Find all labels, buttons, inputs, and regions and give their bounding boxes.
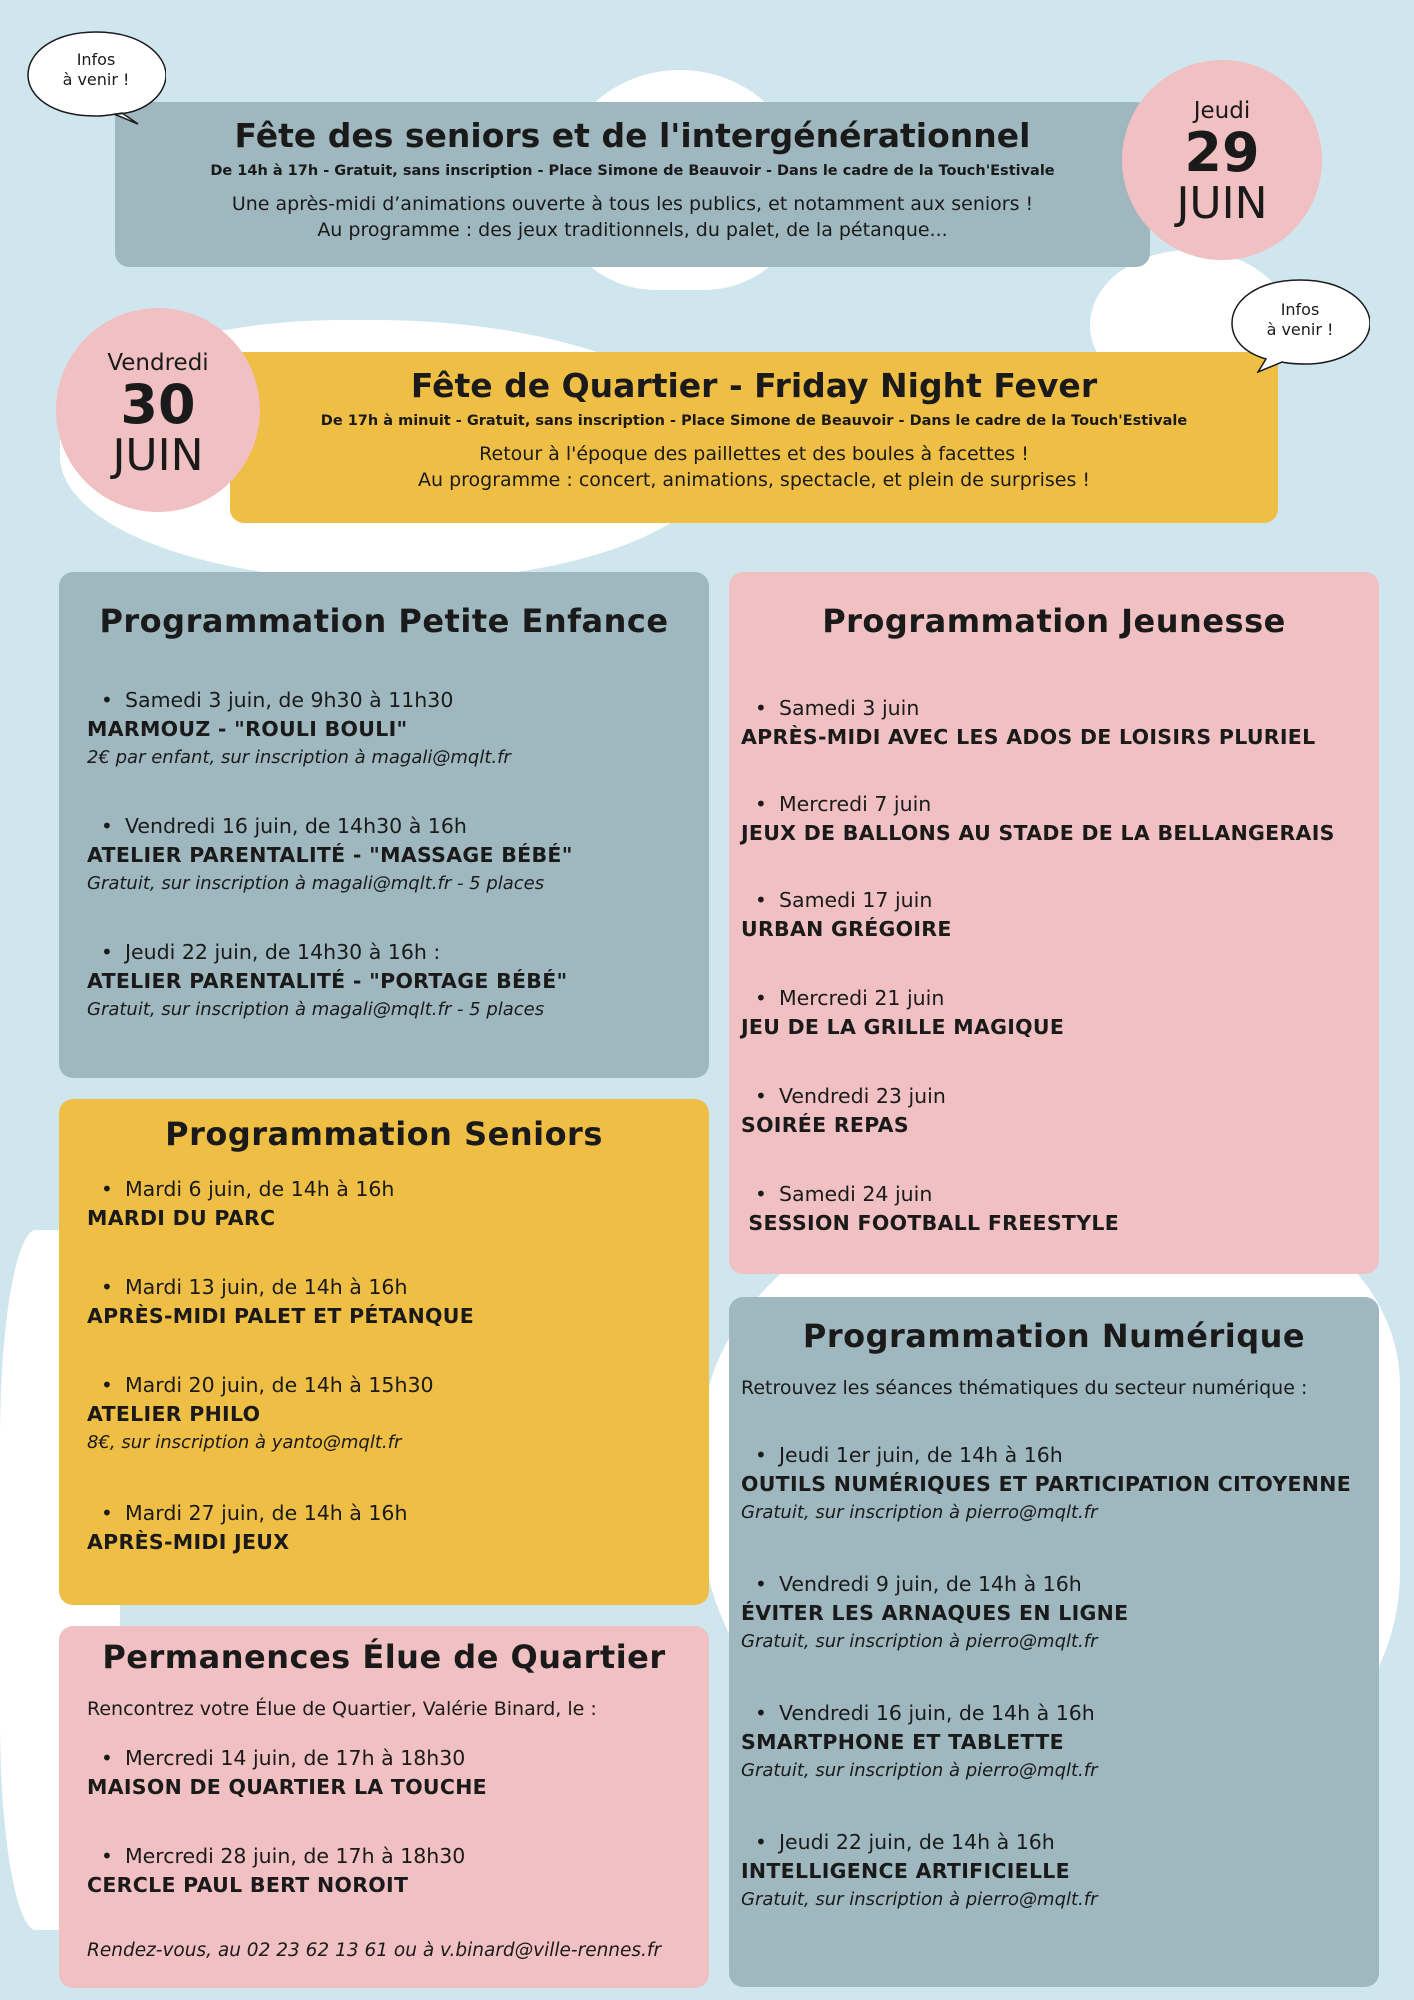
list-item: [741, 886, 1359, 944]
list-item: [741, 984, 1359, 1042]
item-info: Gratuit, sur inscription à pierro@mqlt.fr: [741, 1631, 1098, 1652]
event-title: Fête des seniors et de l'intergénérationnel: [234, 116, 1031, 155]
item-name: URBAN GRÉGOIRE: [741, 917, 952, 941]
event-fete-quartier-card: [230, 352, 1278, 523]
list-item: [741, 1570, 1359, 1656]
event-title: Fête de Quartier - Friday Night Fever: [410, 366, 1098, 405]
item-name: MARDI DU PARC: [87, 1206, 276, 1230]
item-name: SESSION FOOTBALL FREESTYLE: [741, 1211, 1120, 1235]
item-name: JEUX DE BALLONS AU STADE DE LA BELLANGERAIS: [741, 821, 1335, 845]
list-item: [87, 1744, 689, 1802]
seniors-card: [59, 1099, 709, 1605]
section-title: Programmation Seniors: [165, 1115, 603, 1153]
list-item: [87, 1371, 689, 1457]
item-name: APRÈS-MIDI JEUX: [87, 1530, 290, 1554]
item-info: Gratuit, sur inscription à pierro@mqlt.fr: [741, 1760, 1098, 1781]
item-date: • Mardi 27 juin, de 14h à 16h: [87, 1499, 689, 1527]
item-date: • Mardi 13 juin, de 14h à 16h: [87, 1273, 689, 1301]
date-day: Jeudi: [1193, 98, 1251, 124]
list-item: [741, 1082, 1359, 1140]
item-date: • Jeudi 22 juin, de 14h30 à 16h :: [87, 938, 689, 966]
item-date: • Jeudi 22 juin, de 14h à 16h: [741, 1828, 1359, 1856]
item-name: ATELIER PARENTALITÉ - "MASSAGE BÉBÉ": [87, 843, 573, 867]
item-date: • Mercredi 21 juin: [741, 984, 1359, 1012]
item-info: Gratuit, sur inscription à pierro@mqlt.fr: [741, 1889, 1098, 1910]
item-date: • Mercredi 14 juin, de 17h à 18h30: [87, 1744, 689, 1772]
section-title: Programmation Numérique: [802, 1317, 1306, 1355]
item-name: MARMOUZ - "ROULI BOULI": [87, 717, 408, 741]
list-item: [741, 790, 1359, 848]
contact-note: Rendez-vous, au 02 23 62 13 61 ou à v.binard@ville-rennes.fr: [87, 1940, 662, 1961]
list-item: [741, 1699, 1359, 1785]
date-number: 29: [1184, 121, 1260, 184]
item-info: 8€, sur inscription à yanto@mqlt.fr: [87, 1432, 402, 1453]
bubble-line: Infos: [1280, 300, 1320, 319]
item-date: • Samedi 24 juin: [741, 1180, 1359, 1208]
list-item: [87, 1175, 689, 1233]
item-date: • Jeudi 1er juin, de 14h à 16h: [741, 1441, 1369, 1469]
item-name: ATELIER PHILO: [87, 1402, 261, 1426]
event-subtitle: De 14h à 17h - Gratuit, sans inscription - Place Simone de Beauvoir - Dans le cadre de la Touch'Estivale: [210, 163, 1055, 179]
item-name: APRÈS-MIDI AVEC LES ADOS DE LOISIRS PLURIEL: [741, 725, 1316, 749]
bubble-line: Infos: [76, 50, 116, 69]
item-name: CERCLE PAUL BERT NOROIT: [87, 1873, 409, 1897]
item-name: JEU DE LA GRILLE MAGIQUE: [741, 1015, 1065, 1039]
section-intro: Rencontrez votre Élue de Quartier, Valérie Binard, le :: [87, 1698, 597, 1720]
item-date: • Samedi 3 juin, de 9h30 à 11h30: [87, 686, 689, 714]
item-date: • Vendredi 9 juin, de 14h à 16h: [741, 1570, 1359, 1598]
section-intro: Retrouvez les séances thématiques du secteur numérique :: [741, 1377, 1308, 1399]
list-item: [741, 1180, 1359, 1238]
section-title: Programmation Petite Enfance: [99, 602, 669, 640]
item-name: OUTILS NUMÉRIQUES ET PARTICIPATION CITOYENNE: [741, 1472, 1351, 1496]
petite-enfance-card: [59, 572, 709, 1078]
item-date: • Mercredi 28 juin, de 17h à 18h30: [87, 1842, 689, 1870]
event-description: Une après-midi d’animations ouverte à tous les publics, et notamment aux seniors ! Au programme : des jeux traditionnels, du palet, de la pétanque...: [231, 193, 1034, 241]
item-date: • Mercredi 7 juin: [741, 790, 1359, 818]
item-name: MAISON DE QUARTIER LA TOUCHE: [87, 1775, 487, 1799]
date-day: Vendredi: [107, 350, 209, 376]
item-date: • Mardi 6 juin, de 14h à 16h: [87, 1175, 689, 1203]
list-item: [87, 938, 689, 1024]
list-item: [87, 1499, 689, 1557]
date-number: 30: [120, 373, 196, 436]
event-seniors-card: [115, 102, 1150, 267]
list-item: [87, 1842, 689, 1900]
section-title: Permanences Élue de Quartier: [102, 1638, 666, 1676]
section-title: Programmation Jeunesse: [822, 602, 1286, 640]
item-name: ATELIER PARENTALITÉ - "PORTAGE BÉBÉ": [87, 969, 568, 993]
item-info: Gratuit, sur inscription à magali@mqlt.fr - 5 places: [87, 873, 545, 894]
speech-bubble: [1230, 278, 1370, 358]
elue-card: [59, 1626, 709, 1988]
item-name: SOIRÉE REPAS: [741, 1113, 909, 1137]
item-date: • Vendredi 16 juin, de 14h à 16h: [741, 1699, 1359, 1727]
item-date: • Vendredi 23 juin: [741, 1082, 1359, 1110]
event-description: Retour à l'époque des paillettes et des boules à facettes ! Au programme : concert, animations, spectacle, et plein de surprises !: [417, 443, 1091, 491]
item-date: • Mardi 20 juin, de 14h à 15h30: [87, 1371, 689, 1399]
speech-bubble: [26, 30, 166, 110]
event-subtitle: De 17h à minuit - Gratuit, sans inscription - Place Simone de Beauvoir - Dans le cadre de la Touch'Estivale: [320, 413, 1188, 429]
item-name: ÉVITER LES ARNAQUES EN LIGNE: [741, 1601, 1129, 1625]
item-name: SMARTPHONE ET TABLETTE: [741, 1730, 1064, 1754]
list-item: [87, 686, 689, 772]
date-badge: [1122, 60, 1322, 260]
date-month: JUIN: [112, 430, 204, 481]
item-date: • Samedi 3 juin: [741, 694, 1359, 722]
item-date: • Vendredi 16 juin, de 14h30 à 16h: [87, 812, 689, 840]
date-badge: [56, 308, 260, 512]
item-date: • Samedi 17 juin: [741, 886, 1359, 914]
bubble-line: à venir !: [62, 70, 130, 89]
jeunesse-card: [729, 572, 1379, 1274]
list-item: [87, 1273, 689, 1331]
item-name: APRÈS-MIDI PALET ET PÉTANQUE: [87, 1304, 474, 1328]
item-name: INTELLIGENCE ARTIFICIELLE: [741, 1859, 1070, 1883]
bubble-line: à venir !: [1266, 320, 1334, 339]
list-item: [741, 694, 1359, 752]
list-item: [87, 812, 689, 898]
item-info: Gratuit, sur inscription à magali@mqlt.fr - 5 places: [87, 999, 545, 1020]
list-item: [741, 1828, 1359, 1914]
item-info: 2€ par enfant, sur inscription à magali@mqlt.fr: [87, 747, 511, 768]
item-info: Gratuit, sur inscription à pierro@mqlt.fr: [741, 1502, 1098, 1523]
numerique-card: [729, 1297, 1379, 1987]
list-item: [741, 1441, 1369, 1527]
date-month: JUIN: [1176, 178, 1268, 229]
